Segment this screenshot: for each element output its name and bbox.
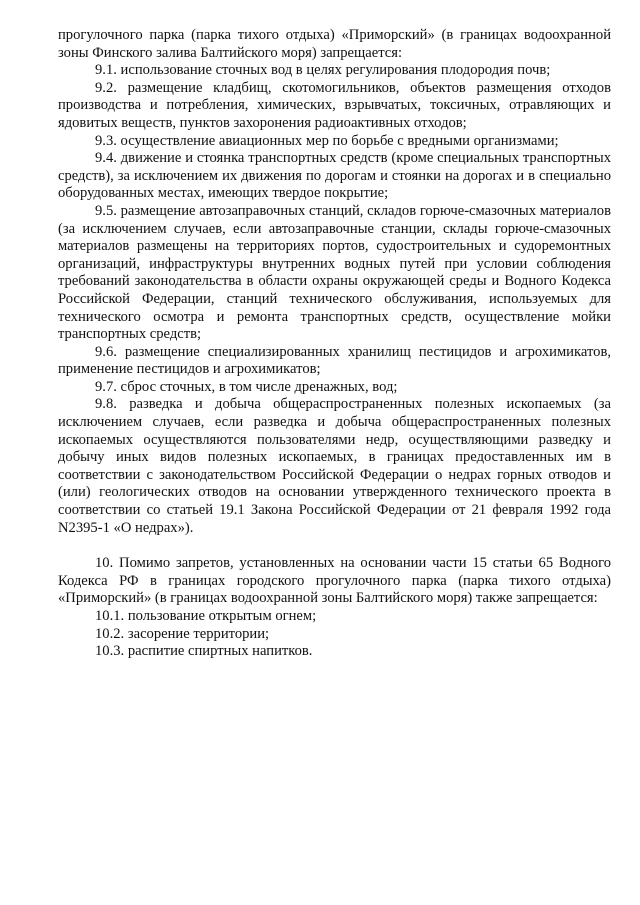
paragraph-intro-continuation: прогулочного парка (парка тихого отдыха) «Приморский» (в границах водоохранной зоны Финского залива Балтийского моря) запрещается: — [58, 27, 611, 61]
paragraph-10-2: 10.2. засорение территории; — [95, 625, 270, 642]
paragraph-10: 10. Помимо запретов, установленных на основании части 15 статьи 65 Водного Кодекса РФ в границах городского прогулочного парка (парка тихого отдыха) «Приморский» (в границах водоохранной зоны Балтийского моря) также запрещается: — [58, 555, 611, 607]
paragraph-9-2: 9.2. размещение кладбищ, скотомогильников, объектов размещения отходов производства и потребления, химических, взрывчатых, токсичных, отравляющих и ядовитых веществ, пунктов захоронения радиоактивных отходов; — [58, 79, 611, 131]
paragraph-9-6: 9.6. размещение специализированных хранилищ пестицидов и агрохимикатов, применение пестицидов и агрохимикатов; — [58, 343, 611, 378]
paragraph-9-5: 9.5. размещение автозаправочных станций, складов горюче-смазочных материалов (за исключением случаев, если автозаправочные станции, склады горюче-смазочных материалов размещены на территориях портов, судостроительных и судоремонтных организаций, инфраструктуры внутренних водных путей при условии соблюдения требований законодательства в области охраны окружающей среды и Водного Кодекса Российской Федерации, станций технического обслуживания, используемых для технического осмотра и ремонта транспортных средств, осуществление мойки транспортных средств; — [58, 202, 611, 343]
paragraph-9-3: 9.3. осуществление авиационных мер по борьбе с вредными организмами; — [95, 132, 559, 149]
paragraph-spacer — [58, 537, 611, 555]
paragraph-9-1: 9.1. использование сточных вод в целях регулирования плодородия почв; — [95, 62, 551, 79]
paragraph-10-1: 10.1. пользование открытым огнем; — [95, 608, 317, 624]
paragraph-9-7: 9.7. сброс сточных, в том числе дренажных, вод; — [95, 378, 398, 395]
paragraph-9-4: 9.4. движение и стоянка транспортных средств (кроме специальных транспортных средств), за исключением их движения по дорогам и стоянки на дорогах и в специально оборудованных местах, имеющих твердое покрытие; — [58, 150, 611, 202]
paragraph-10-3: 10.3. распитие спиртных напитков. — [95, 643, 313, 660]
paragraph-9-8: 9.8. разведка и добыча общераспространенных полезных ископаемых (за исключением случаев, если разведка и добыча общераспространенных полезных ископаемых осуществляются пользователями недр, осуществляющими разведку и добычу иных видов полезных ископаемых, в границах предоставленных им в соответствии с законодательством Российской Федерации о недрах горных отводов и (или) геологических отводов на основании утвержденного технического проекта в соответствии со статьей 19.1 Закона Российской Федерации от 21 февраля 1992 года N2395-1 «О недрах»). — [58, 396, 611, 536]
